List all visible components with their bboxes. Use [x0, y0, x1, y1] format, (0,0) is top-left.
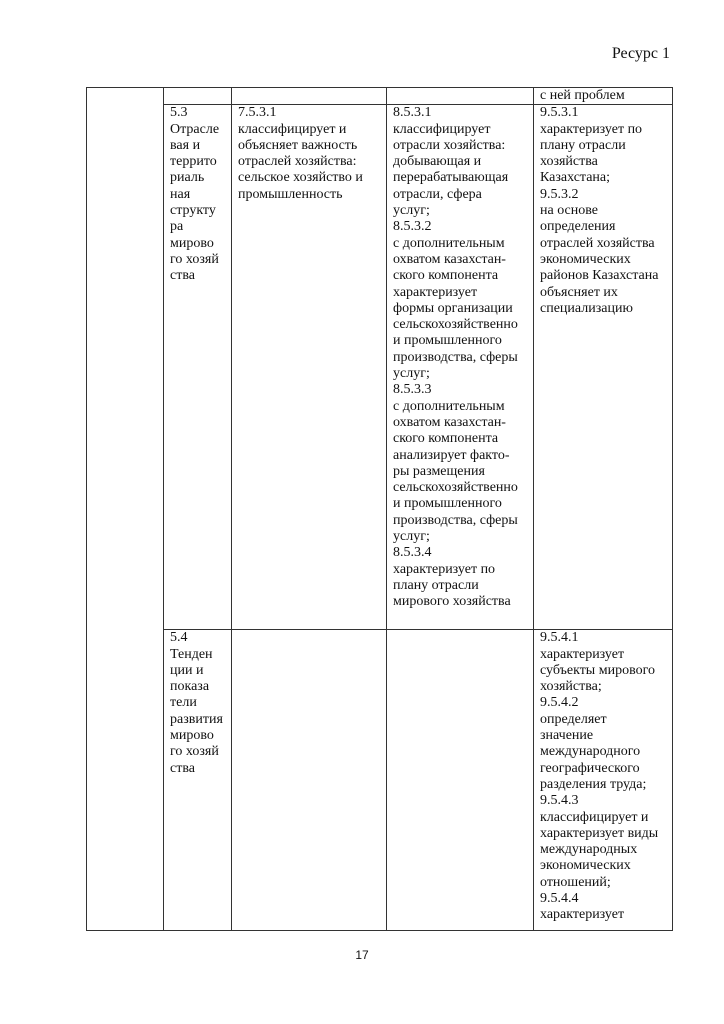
- page-number: 17: [355, 948, 369, 962]
- cell-line: формы организации: [393, 300, 513, 316]
- cell-line: анализирует факто-: [393, 447, 510, 463]
- cell-line: сельскохозяйственно: [393, 480, 518, 496]
- cell-line: отраслей хозяйства: [540, 235, 655, 251]
- topic-cell: [164, 88, 232, 105]
- cell-line: объясняет важность: [238, 137, 358, 153]
- cell-line: хозяйства: [540, 154, 598, 170]
- cell-line: определяет: [540, 711, 607, 727]
- cell-line: ского компонента: [393, 431, 499, 447]
- cell-line: го хозяй: [170, 744, 219, 760]
- cell-line: 9.5.3.2: [540, 186, 579, 202]
- cell-line: объясняет их: [540, 284, 618, 300]
- cell-line: субъекты мирового: [540, 662, 655, 678]
- cell-line: вая и: [170, 137, 201, 153]
- cell-line: определения: [540, 219, 616, 235]
- cell-line: мирово: [170, 728, 214, 744]
- cell-line: мирового хозяйства: [393, 594, 511, 610]
- cell-line: разделения труда;: [540, 776, 647, 792]
- cell-line: ная: [170, 186, 191, 202]
- cell-line: 9.5.4.1: [540, 630, 579, 646]
- cell-line: классифицирует и: [238, 121, 347, 137]
- cell-line: показа: [170, 679, 210, 695]
- cell-line: Тенден: [170, 646, 213, 662]
- cell-line: характеризует: [393, 284, 478, 300]
- cell-line: развития: [170, 711, 223, 727]
- cell-line: экономических: [540, 251, 631, 267]
- cell-line: 9.5.4.3: [540, 793, 579, 809]
- cell-line: 8.5.3.3: [393, 382, 432, 398]
- cell-line: тели: [170, 695, 197, 711]
- cell-line: сельское хозяйство и: [238, 170, 363, 186]
- cell-line: промышленность: [238, 186, 343, 202]
- cell-line: 9.5.4.2: [540, 695, 579, 711]
- cell-line: характеризует по: [393, 561, 496, 577]
- grade7-cell: [232, 88, 387, 105]
- cell-line: плану отрасли: [540, 137, 626, 153]
- cell-line: 7.5.3.1: [238, 105, 277, 121]
- cell-line: услуг;: [393, 203, 430, 219]
- table-row: [87, 630, 673, 931]
- cell-line: характеризует по: [540, 121, 643, 137]
- cell-line: производства, сферы: [393, 512, 518, 528]
- cell-line: сельскохозяйственно: [393, 317, 518, 333]
- cell-line: хозяйства;: [540, 679, 602, 695]
- cell-line: 5.3: [170, 105, 188, 121]
- cell-line: плану отрасли: [393, 577, 479, 593]
- cell-line: 8.5.3.2: [393, 219, 432, 235]
- cell-line: значение: [540, 728, 594, 744]
- cell-line: и промышленного: [393, 333, 502, 349]
- cell-line: классифицирует: [393, 121, 491, 137]
- cell-line: 8.5.3.1: [393, 105, 432, 121]
- cell-line: Отрасле: [170, 121, 220, 137]
- grade9-cell: [534, 105, 673, 630]
- cell-line: характеризует: [540, 646, 625, 662]
- cell-line: и промышленного: [393, 496, 502, 512]
- cell-line: ского компонента: [393, 268, 499, 284]
- section-cell: [87, 88, 164, 931]
- cell-line: мирово: [170, 235, 214, 251]
- cell-line: ции и: [170, 662, 204, 678]
- grade8-cell: [387, 105, 534, 630]
- cell-line: ра: [170, 219, 184, 235]
- grade9-cell: [534, 630, 673, 931]
- cell-line: 9.5.3.1: [540, 105, 579, 121]
- cell-line: услуг;: [393, 529, 430, 545]
- cell-line: экономических: [540, 858, 631, 874]
- cell-line: международного: [540, 744, 641, 760]
- cell-line: охватом казахстан-: [393, 414, 506, 430]
- cell-line: риаль: [170, 170, 205, 186]
- cell-line: отрасли хозяйства:: [393, 137, 506, 153]
- grade8-cell: [387, 630, 534, 931]
- cell-line: производства, сферы: [393, 349, 518, 365]
- cell-line: 8.5.3.4: [393, 545, 432, 561]
- grade7-cell: [232, 105, 387, 630]
- topic-cell: [164, 630, 232, 931]
- curriculum-table: [86, 87, 673, 931]
- cell-line: отношений;: [540, 874, 611, 890]
- cell-line: характеризует: [540, 907, 625, 923]
- grade7-cell: [232, 630, 387, 931]
- cell-line: ры размещения: [393, 463, 485, 479]
- cell-line: перерабатывающая: [393, 170, 509, 186]
- cell-line: международных: [540, 842, 638, 858]
- grade9-cell: [534, 88, 673, 105]
- cell-line: характеризует виды: [540, 825, 659, 841]
- cell-line: Казахстана;: [540, 170, 611, 186]
- cell-line: услуг;: [393, 366, 430, 382]
- cell-line: террито: [170, 154, 217, 170]
- cell-line: 9.5.4.4: [540, 891, 579, 907]
- cell-line: ства: [170, 760, 195, 776]
- cell-line: на основе: [540, 203, 599, 219]
- cell-line: районов Казахстана: [540, 268, 659, 284]
- cell-line: с дополнительным: [393, 235, 505, 251]
- cell-line: отрасли, сфера: [393, 186, 482, 202]
- topic-cell: [164, 105, 232, 630]
- cell-line: с дополнительным: [393, 398, 505, 414]
- table-row-continuation: [87, 88, 673, 105]
- cell-line: классифицирует и: [540, 809, 649, 825]
- cell-line: ства: [170, 268, 195, 284]
- cell-line: географического: [540, 760, 640, 776]
- cell-line: го хозяй: [170, 251, 219, 267]
- cell-line: специализацию: [540, 300, 633, 316]
- cell-line: 5.4: [170, 630, 188, 646]
- cell-line: структу: [170, 203, 216, 219]
- cell-line: отраслей хозяйства:: [238, 154, 357, 170]
- table-row: [87, 105, 673, 630]
- cell-line: охватом казахстан-: [393, 251, 506, 267]
- resource-label: Ресурс 1: [611, 45, 670, 62]
- cell-line: добывающая и: [393, 154, 482, 170]
- continuation-text: с ней проблем: [540, 88, 625, 103]
- grade8-cell: [387, 88, 534, 105]
